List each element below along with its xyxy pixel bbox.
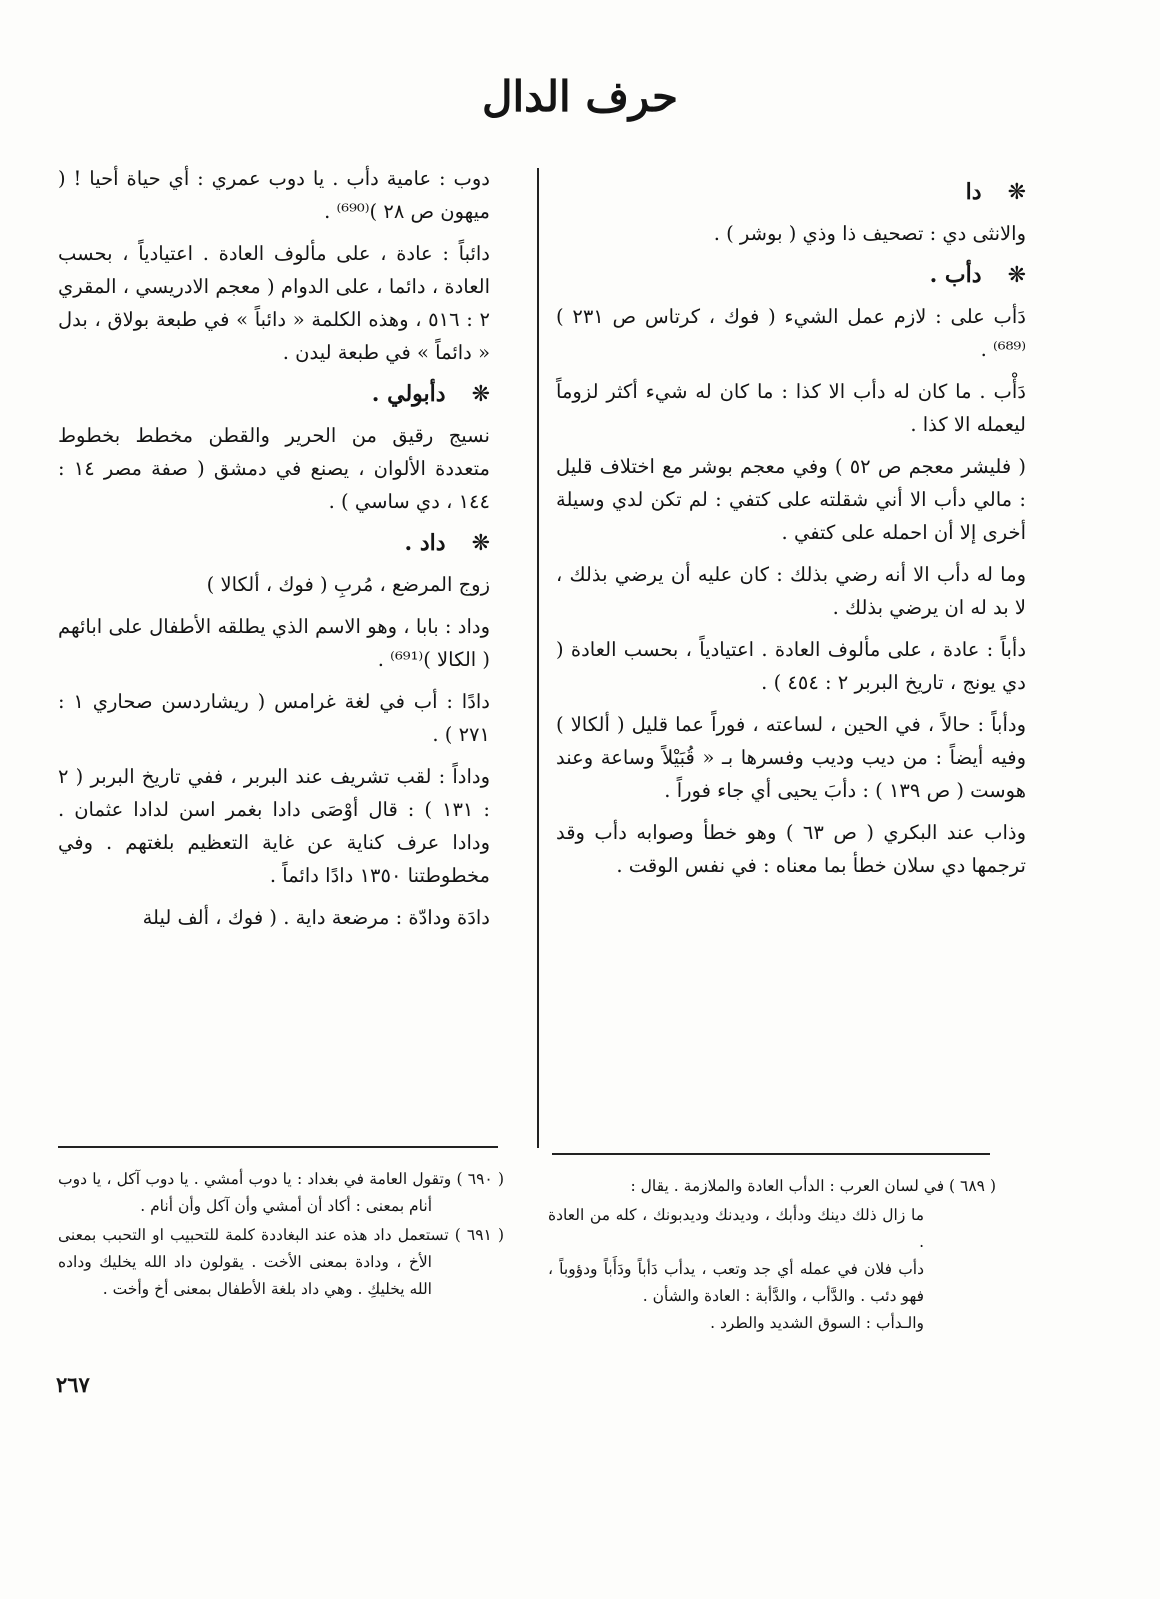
page-number: ٢٦٧ bbox=[56, 1372, 90, 1397]
footnote-line: ما زال ذلك دينك ودأبك ، وديدنك وديدبونك ، كله من العادة . bbox=[548, 1206, 924, 1251]
paragraph: دوب : عامية دأب . يا دوب عمري : أي حياة أحيا ! ( ميهون ص ٢٨ )⁽⁶⁹⁰⁾ . bbox=[58, 167, 490, 223]
paragraph: دادًا : أب في لغة غرامس ( ريشاردسن صحاري ١ : ٢٧١ ) . bbox=[58, 690, 490, 746]
asterism-icon: ❋ bbox=[471, 531, 490, 556]
footnotes-right bbox=[548, 1173, 996, 1337]
footnote-691: ( ٦٩١ ) تستعمل داد هذه عند البغاددة كلمة للتحبيب او التحبب بمعنى الأخ ، ودادة بمعنى الأخت . يقولون داد الله يخليك وداده الله يخليكِ . وهي داد بلغة الأطفال بمعنى أخ وأخت . bbox=[58, 1226, 504, 1298]
footnote-690: ( ٦٩٠ ) وتقول العامة في بغداد : يا دوب أمشي . يا دوب آكل ، يا دوب أنام بمعنى : أكاد أن أمشي وأن آكل وأن أنام . bbox=[58, 1170, 504, 1215]
asterism-icon: ❋ bbox=[1007, 263, 1026, 288]
paragraph: والانثى دي : تصحيف ذا وذي ( بوشر ) . bbox=[713, 222, 1026, 245]
paragraph: ودأباً : حالاً ، في الحين ، لساعته ، فوراً عما قليل ( ألكالا ) وفيه أيضاً : من ديب وديب وفسرها بـ « قُبَيْلاً وساعة وعند هوست ( ص ١٣٩ ) : دأبَ يحيى أي جاء فوراً . bbox=[556, 713, 1026, 802]
entry-heading-da: ❋دا bbox=[556, 176, 1026, 209]
footnote-rule-right bbox=[552, 1153, 990, 1155]
right-column bbox=[556, 172, 1026, 891]
paragraph: وذاب عند البكري ( ص ٦٣ ) وهو خطأ وصوابه دأب وقد ترجمها دي سلان خطأ بما معناه : في نفس الوقت . bbox=[556, 821, 1026, 877]
footnotes-left bbox=[58, 1166, 504, 1305]
column-divider bbox=[537, 168, 539, 1148]
paragraph: دائباً : عادة ، على مألوف العادة . اعتيادياً ، بحسب العادة ، دائما ، على الدوام ( معجم الادريسي ، المقري ٢ : ٥١٦ ، وهذه الكلمة « دائباً » في طبعة بولاق ، بدل « دائماً » في طبعة ليدن . bbox=[58, 242, 491, 364]
paragraph: وداد : بابا ، وهو الاسم الذي يطلقه الأطفال على ابائهم ( الكالا )⁽⁶⁹¹⁾ . bbox=[58, 615, 490, 671]
footnote-line: والـدأب : السوق الشديد والطرد . bbox=[710, 1314, 924, 1332]
page-title: حرف الدال bbox=[482, 72, 678, 121]
paragraph: دَأب على : لازم عمل الشيء ( فوك ، كرتاس ص ٢٣١ )⁽⁶⁸⁹⁾ . bbox=[556, 305, 1026, 361]
entry-heading-daabuli: ❋دأبولي . bbox=[58, 378, 490, 411]
entry-heading-daab: ❋دأب . bbox=[556, 259, 1026, 292]
paragraph: دأباً : عادة ، على مألوف العادة . اعتيادياً ، بحسب العادة ( دي يونج ، تاريخ البربر ٢ : ٤٥٤ ) . bbox=[556, 638, 1026, 694]
paragraph: ( فليشر معجم ص ٥٢ ) وفي معجم بوشر مع اختلاف قليل : مالي دأب الا أني شقلته على كتفي : لم تكن لدي وسيلة أخرى إلا أن احمله على كتفي . bbox=[556, 455, 1026, 544]
asterism-icon: ❋ bbox=[471, 382, 490, 407]
footnote-689: ( ٦٨٩ ) في لسان العرب : الدأب العادة والملازمة . يقال : bbox=[630, 1177, 996, 1195]
paragraph: وما له دأب الا أنه رضي بذلك : كان عليه أن يرضي بذلك ، لا بد له ان يرضي بذلك . bbox=[556, 563, 1026, 619]
left-column bbox=[58, 162, 490, 943]
asterism-icon: ❋ bbox=[1007, 180, 1026, 205]
footnote-line: دأب فلان في عمله أي جد وتعب ، يدأب دَأباً ودَأَباً ودؤوباً ، فهو دئب . والدَّأب ، والدَّأبة : العادة والشأن . bbox=[548, 1260, 924, 1305]
paragraph: دَأْب . ما كان له دأب الا كذا : ما كان له شيء أكثر لزوماً ليعمله الا كذا . bbox=[556, 380, 1026, 436]
paragraph: وداداً : لقب تشريف عند البربر ، ففي تاريخ البربر ( ٢ : ١٣١ ) : قال أوْصَى دادا بغمر اسن لدادا عثمان . ودادا عرف كناية عن غاية التعظيم بلغتهم . وفي مخطوطتنا ١٣٥٠ دادًا دائماً . bbox=[58, 765, 490, 887]
paragraph: دادَة ودادّة : مرضعة داية . ( فوك ، ألف ليلة bbox=[142, 906, 490, 929]
paragraph: زوج المرضع ، مُربِ ( فوك ، ألكالا ) bbox=[206, 573, 490, 596]
entry-heading-dad: ❋داد . bbox=[58, 527, 490, 560]
paragraph: نسيج رقيق من الحرير والقطن مخطط بخطوط متعددة الألوان ، يصنع في دمشق ( صفة مصر ١٤ : ١٤٤ ، دي ساسي ) . bbox=[58, 424, 490, 513]
footnote-rule-left bbox=[58, 1146, 498, 1148]
